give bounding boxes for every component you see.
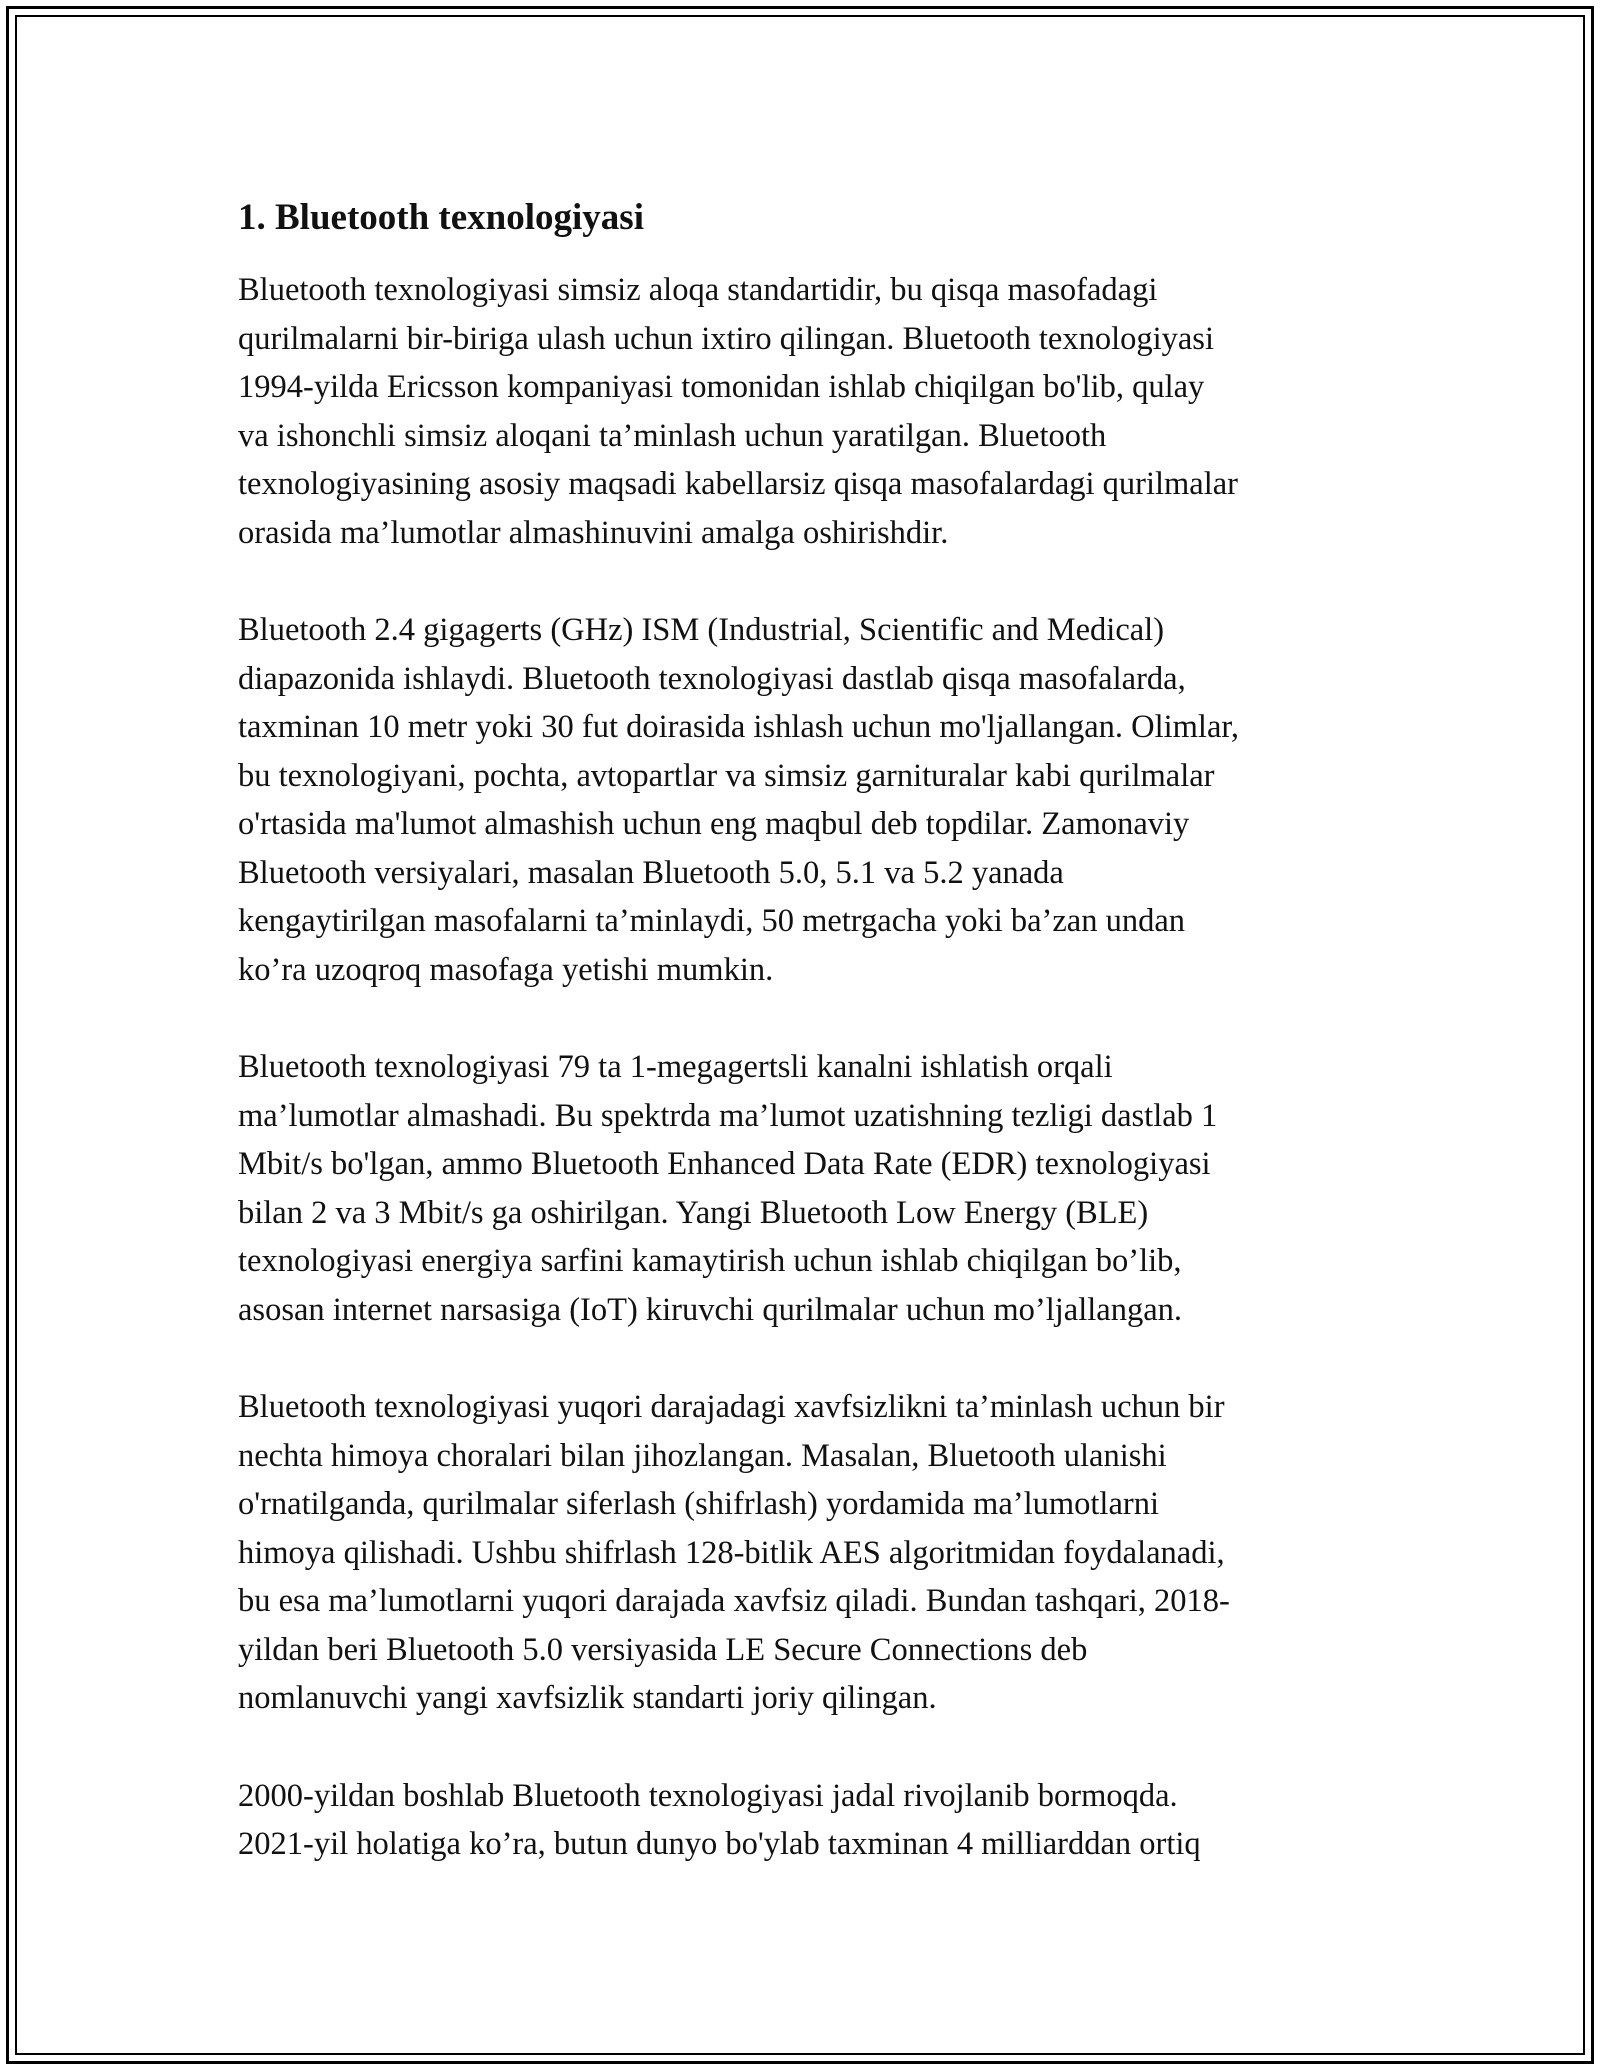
document-body <box>238 194 1398 1869</box>
text-line: kengaytirilgan masofalarni ta’minlaydi, 50 metrgacha yoki ba’zan undan <box>238 903 1185 940</box>
paragraph-2 <box>238 606 1398 994</box>
text-line: nomlanuvchi yangi xavfsizlik standarti joriy qilingan. <box>238 1680 937 1717</box>
text-line: bu esa ma’lumotlarni yuqori darajada xavfsiz qiladi. Bundan tashqari, 2018- <box>238 1583 1230 1620</box>
text-line: nechta himoya choralari bilan jihozlangan. Masalan, Bluetooth ulanishi <box>238 1437 1167 1474</box>
text-line: 2000-yildan boshlab Bluetooth texnologiyasi jadal rivojlanib bormoqda. <box>238 1777 1178 1814</box>
text-line: o'rnatilganda, qurilmalar siferlash (shifrlash) yordamida ma’lumotlarni <box>238 1486 1159 1523</box>
text-line: diapazonida ishlaydi. Bluetooth texnologiyasi dastlab qisqa masofalarda, <box>238 660 1186 697</box>
text-line: 2021-yil holatiga ko’ra, butun dunyo bo'ylab taxminan 4 milliarddan ortiq <box>238 1826 1201 1863</box>
text-line: taxminan 10 metr yoki 30 fut doirasida ishlash uchun mo'ljallangan. Olimlar, <box>238 709 1240 746</box>
text-line: va ishonchli simsiz aloqani ta’minlash uchun yaratilgan. Bluetooth <box>238 417 1107 454</box>
paragraph-5 <box>238 1772 1398 1869</box>
text-line: himoya qilishadi. Ushbu shifrlash 128-bitlik AES algoritmidan foydalanadi, <box>238 1534 1225 1571</box>
text-line: texnologiyasining asosiy maqsadi kabellarsiz qisqa masofalardagi qurilmalar <box>238 466 1239 503</box>
text-line: bilan 2 va 3 Mbit/s ga oshirilgan. Yangi Bluetooth Low Energy (BLE) <box>238 1194 1149 1231</box>
text-line: qurilmalarni bir-biriga ulash uchun ixtiro qilingan. Bluetooth texnologiyasi <box>238 320 1214 357</box>
text-line: Bluetooth texnologiyasi simsiz aloqa standartidir, bu qisqa masofadagi <box>238 272 1158 309</box>
paragraph-4 <box>238 1383 1398 1723</box>
paragraph-1 <box>238 266 1398 557</box>
section-heading: 1. Bluetooth texnologiyasi <box>238 197 644 238</box>
text-line: o'rtasida ma'lumot almashish uchun eng maqbul deb topdilar. Zamonaviy <box>238 806 1190 843</box>
text-line: Bluetooth texnologiyasi yuqori darajadagi xavfsizlikni ta’minlash uchun bir <box>238 1389 1225 1426</box>
text-line: Bluetooth 2.4 gigagerts (GHz) ISM (Industrial, Scientific and Medical) <box>238 612 1165 649</box>
text-line: ko’ra uzoqroq masofaga yetishi mumkin. <box>238 951 774 988</box>
text-line: bu texnologiyani, pochta, avtopartlar va simsiz garnituralar kabi qurilmalar <box>238 757 1215 794</box>
text-line: Bluetooth versiyalari, masalan Bluetooth 5.0, 5.1 va 5.2 yanada <box>238 854 1064 891</box>
text-line: Mbit/s bo'lgan, ammo Bluetooth Enhanced Data Rate (EDR) texnologiyasi <box>238 1146 1211 1183</box>
text-line: asosan internet narsasiga (IoT) kiruvchi qurilmalar uchun mo’ljallangan. <box>238 1291 1182 1328</box>
text-line: orasida ma’lumotlar almashinuvini amalga oshirishdir. <box>238 514 949 551</box>
text-line: Bluetooth texnologiyasi 79 ta 1-megagertsli kanalni ishlatish orqali <box>238 1049 1113 1086</box>
paragraph-3 <box>238 1043 1398 1334</box>
text-line: ma’lumotlar almashadi. Bu spektrda ma’lumot uzatishning tezligi dastlab 1 <box>238 1097 1218 1134</box>
document-page <box>6 6 1594 2064</box>
text-line: 1994-yilda Ericsson kompaniyasi tomonidan ishlab chiqilgan bo'lib, qulay <box>238 369 1205 406</box>
text-line: yildan beri Bluetooth 5.0 versiyasida LE Secure Connections deb <box>238 1631 1088 1668</box>
text-line: texnologiyasi energiya sarfini kamaytirish uchun ishlab chiqilgan bo’lib, <box>238 1243 1182 1280</box>
